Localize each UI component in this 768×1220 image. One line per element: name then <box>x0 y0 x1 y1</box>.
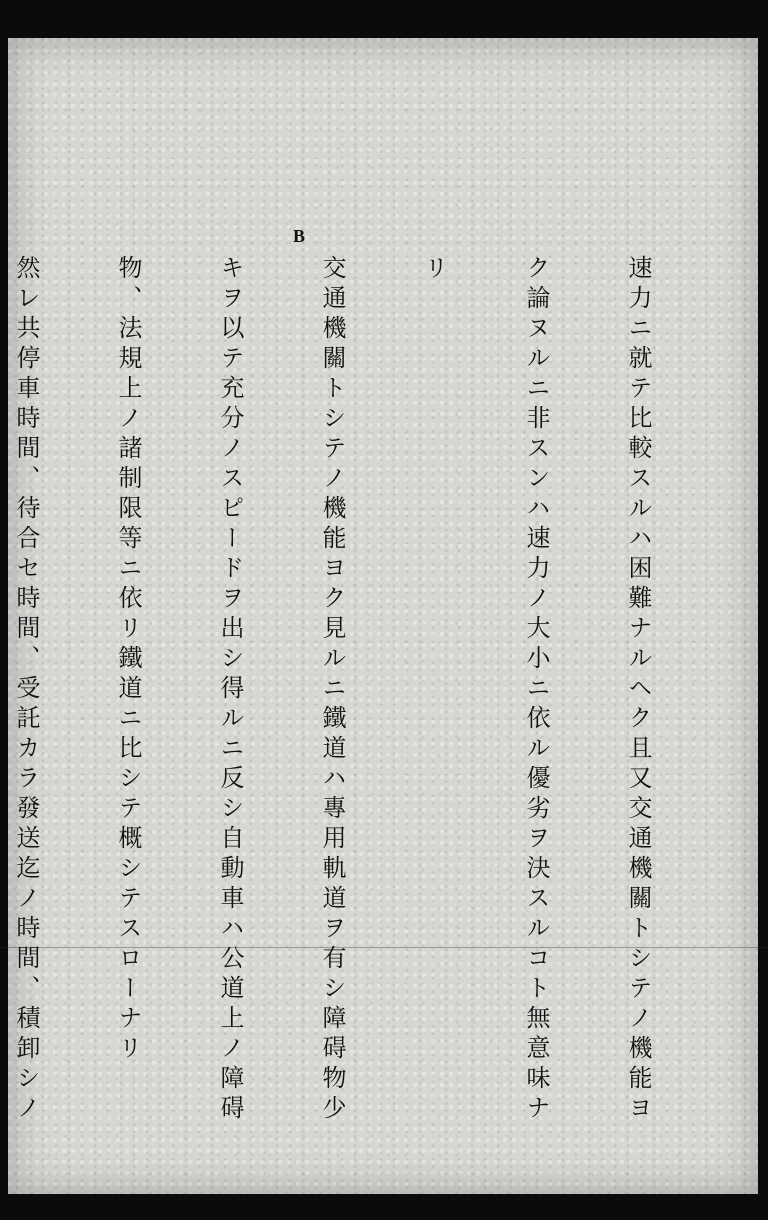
text-line: キヲ以テ充分ノスピードヲ出シ得ルニ反シ自動車ハ公道上ノ障碍 <box>216 255 244 1125</box>
text-line: 物、法規上ノ諸制限等ニ依リ鐵道ニ比シテ概シテスローナリ <box>114 255 142 1065</box>
page-fold-line <box>0 947 768 948</box>
text-line: ク論ヌルニ非スンハ速力ノ大小ニ依ル優劣ヲ決スルコト無意味ナ <box>522 255 550 1125</box>
text-line: リ <box>420 255 448 285</box>
vertical-text-block <box>12 255 723 1125</box>
text-line: 交通機關トシテノ機能ヨク見ルニ鐵道ハ專用軌道ヲ有シ障碍物少 <box>318 255 346 1125</box>
section-label: B <box>293 226 306 246</box>
text-line: 然レ共停車時間、待合セ時間、受託カラ發送迄ノ時間、積卸シノ <box>12 255 40 1125</box>
text-line: 速力ニ就テ比較スルハ困難ナルヘク且又交通機關トシテノ機能ヨ <box>624 255 652 1125</box>
